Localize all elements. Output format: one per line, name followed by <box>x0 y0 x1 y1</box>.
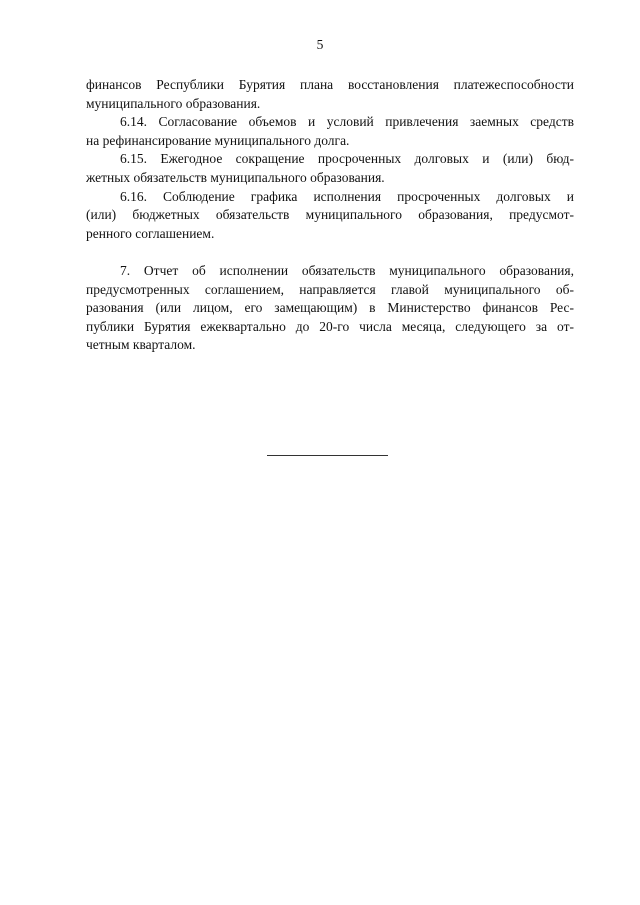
document-body <box>86 76 574 355</box>
paragraph-7 <box>86 262 574 355</box>
text-line: (или) бюджетных обязательств муниципального образования, предусмот- <box>86 207 574 223</box>
text-line: ренного соглашением. <box>86 225 215 241</box>
text-line: 7. Отчет об исполнении обязательств муниципального образования, <box>120 262 574 278</box>
end-of-document-rule <box>267 455 388 456</box>
text-line: на рефинансирование муниципального долга. <box>86 132 350 148</box>
text-line: 6.14. Согласование объемов и условий привлечения заемных средств <box>120 114 574 130</box>
page-number: 5 <box>316 37 324 52</box>
text-line: финансов Республики Бурятия плана восстановления платежеспособности <box>86 77 574 92</box>
paragraph-6-15 <box>86 150 574 187</box>
text-line: муниципального образования. <box>86 95 261 111</box>
paragraph-6-14 <box>86 113 574 150</box>
paragraph-6-16 <box>86 188 574 244</box>
text-line: публики Бурятия ежеквартально до 20-го числа месяца, следующего за от- <box>86 318 574 334</box>
text-line: 6.15. Ежегодное сокращение просроченных долговых и (или) бюд- <box>120 151 574 167</box>
text-line: четным кварталом. <box>86 337 196 353</box>
text-line: 6.16. Соблюдение графика исполнения просроченных долговых и <box>120 188 574 204</box>
text-line: предусмотренных соглашением, направляется главой муниципального об- <box>86 281 574 297</box>
paragraph-gap <box>86 243 574 262</box>
paragraph-continuation <box>86 76 574 113</box>
text-line: жетных обязательств муниципального образования. <box>86 169 385 185</box>
text-line: разования (или лицом, его замещающим) в Министерство финансов Рес- <box>86 300 574 316</box>
